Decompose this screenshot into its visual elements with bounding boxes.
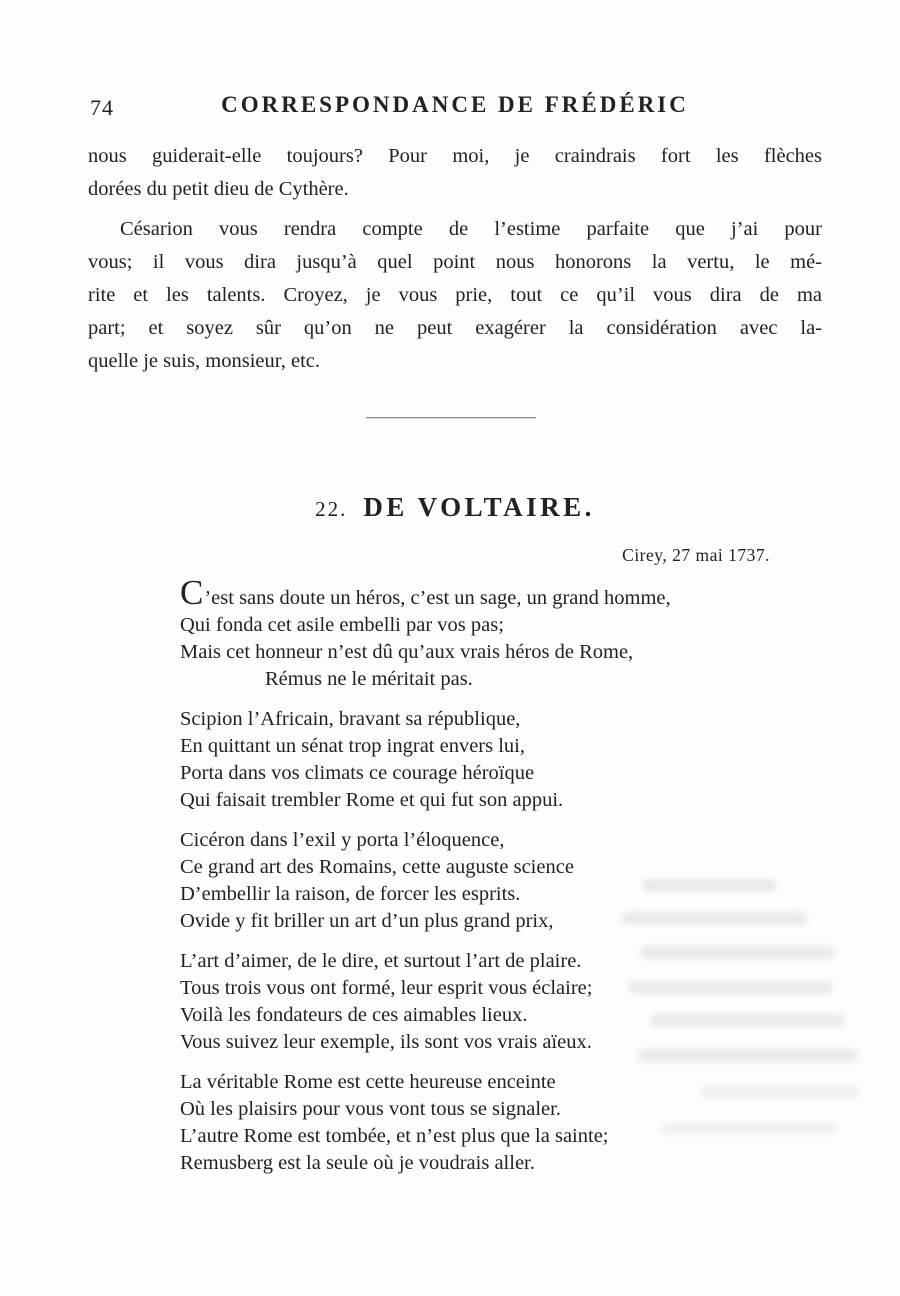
poem-line: Ce grand art des Romains, cette auguste science [180,856,574,878]
poem-line: Où les plaisirs pour vous vont tous se signaler. [180,1098,561,1120]
running-title: CORRESPONDANCE DE FRÉDÉRIC [221,92,689,117]
text-line: part; et soyez sûr qu’on ne peut exagérer la considération avec la- [88,317,822,339]
poem-line: L’autre Rome est tombée, et n’est plus que la sainte; [180,1125,609,1147]
poem-stanza [180,948,671,1056]
letter-number: 22. [315,497,348,521]
running-head [88,92,822,122]
poem-line [180,573,671,612]
poem-stanza [180,573,671,693]
poem-line: Ovide y fit briller un art d’un plus grand prix, [180,910,554,932]
dateline: Cirey, 27 mai 1737. [622,545,770,565]
section-divider [366,417,536,418]
poem-line: Mais cet honneur n’est dû qu’aux vrais héros de Rome, [180,641,634,663]
paragraph [88,213,822,378]
paragraph [88,140,822,206]
bleedthrough-mark [700,1086,860,1099]
bleedthrough-mark [638,1049,858,1062]
poem-line: Cicéron dans l’exil y porta l’éloquence, [180,829,505,851]
bleedthrough-mark [628,981,833,994]
bleedthrough-mark [662,1122,837,1135]
poem-line: Porta dans vos climats ce courage héroïque [180,762,535,784]
poem-line: Qui faisait trembler Rome et qui fut son appui. [180,789,564,811]
text-line: vous; il vous dira jusqu’à quel point nous honorons la vertu, le mé- [88,251,822,273]
poem-line: Vous suivez leur exemple, ils sont vos vrais aïeux. [180,1031,592,1053]
poem [180,573,671,1190]
bleedthrough-mark [622,912,807,925]
poem-line: L’art d’aimer, de le dire, et surtout l’art de plaire. [180,950,582,972]
poem-line: Voilà les fondateurs de ces aimables lieux. [180,1004,528,1026]
poem-line: Qui fonda cet asile embelli par vos pas; [180,614,504,636]
poem-stanza [180,1069,671,1177]
drop-cap: C [180,573,205,612]
text-line: nous guiderait-elle toujours? Pour moi, je craindrais fort les flèches [88,145,822,167]
section-heading [88,492,822,523]
poem-line: La véritable Rome est cette heureuse enceinte [180,1071,556,1093]
poem-line: Remusberg est la seule où je voudrais aller. [180,1152,535,1174]
letter-body [88,140,822,378]
poem-line: Rémus ne le méritait pas. [265,668,473,690]
poem-line: Tous trois vous ont formé, leur esprit vous éclaire; [180,977,593,999]
letter-title: DE VOLTAIRE. [363,492,595,522]
page-number: 74 [90,95,114,120]
poem-stanza [180,706,671,814]
bleedthrough-mark [640,946,835,959]
text-line: Césarion vous rendra compte de l’estime parfaite que j’ai pour [120,218,822,240]
bleedthrough-mark [650,1014,845,1027]
poem-stanza [180,827,671,935]
poem-line: En quittant un sénat trop ingrat envers lui, [180,735,526,757]
bleedthrough-mark [642,879,777,892]
poem-line: D’embellir la raison, de forcer les esprits. [180,883,521,905]
text-line: rite et les talents. Croyez, je vous prie, tout ce qu’il vous dira de ma [88,284,822,306]
poem-line-text: ’est sans doute un héros, c’est un sage, un grand homme, [204,587,671,609]
text-line: dorées du petit dieu de Cythère. [88,178,349,200]
text-line: quelle je suis, monsieur, etc. [88,350,321,372]
poem-line: Scipion l’Africain, bravant sa république, [180,708,521,730]
